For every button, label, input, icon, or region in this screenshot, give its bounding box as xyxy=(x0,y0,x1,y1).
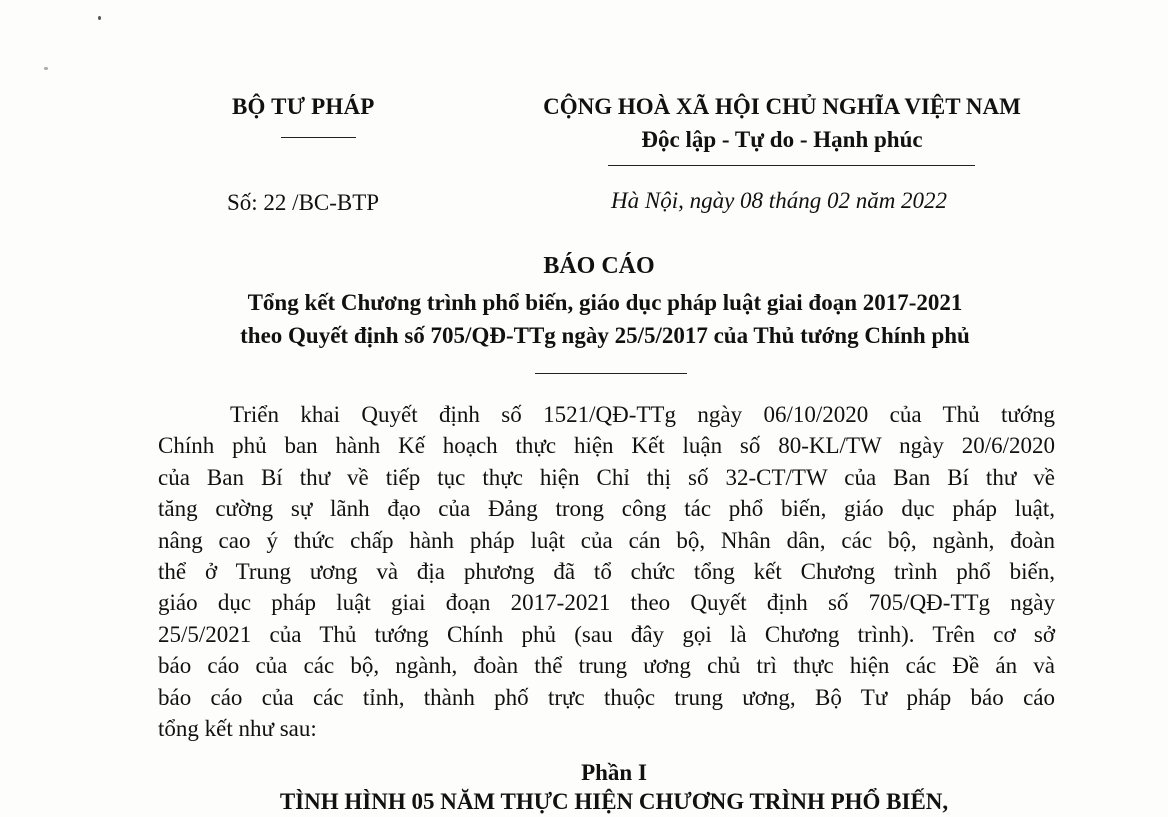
scan-speck xyxy=(98,16,101,20)
paragraph-line: tăng cường sự lãnh đạo của Đảng trong công tác phổ biến, giáo dục pháp luật, xyxy=(158,496,1055,522)
subject-line: Tổng kết Chương trình phổ biến, giáo dục pháp luật giai đoạn 2017-2021 xyxy=(247,290,963,315)
paragraph-line: Triển khai Quyết định số 1521/QĐ-TTg ngày 06/10/2020 của Thủ tướng xyxy=(230,402,1055,427)
part-number: Phần I xyxy=(581,760,647,785)
paragraph-line: 25/5/2021 của Thủ tướng Chính phủ (sau đây gọi là Chương trình). Trên cơ sở xyxy=(158,621,1055,647)
paragraph-line: giáo dục pháp luật giai đoạn 2017-2021 theo Quyết định số 705/QĐ-TTg ngày xyxy=(158,590,1055,616)
title-underline xyxy=(535,373,687,374)
document-type: BÁO CÁO xyxy=(543,253,655,279)
agency-underline xyxy=(281,137,356,138)
paragraph-line: nâng cao ý thức chấp hành pháp luật của cán bộ, Nhân dân, các bộ, ngành, đoàn xyxy=(158,527,1055,553)
paragraph-line: báo cáo của các bộ, ngành, đoàn thể trung ương chủ trì thực hiện các Đề án và xyxy=(158,653,1055,679)
part-title: TÌNH HÌNH 05 NĂM THỰC HIỆN CHƯƠNG TRÌNH PHỔ BIẾN, xyxy=(279,789,949,814)
paragraph-line: của Ban Bí thư về tiếp tục thực hiện Chỉ thị số 32-CT/TW của Ban Bí thư về xyxy=(158,464,1055,490)
motto-underline xyxy=(608,165,975,166)
paragraph-line: báo cáo của các tỉnh, thành phố trực thuộc trung ương, Bộ Tư pháp báo cáo xyxy=(158,684,1055,710)
national-title: CỘNG HOÀ XÃ HỘI CHỦ NGHĨA VIỆT NAM xyxy=(543,94,1021,119)
paragraph-line: Chính phủ ban hành Kế hoạch thực hiện Kết luận số 80-KL/TW ngày 20/6/2020 xyxy=(158,433,1055,459)
document-number: Số: 22 /BC-BTP xyxy=(227,190,380,215)
paragraph-line: thể ở Trung ương và địa phương đã tổ chức tổng kết Chương trình phổ biến, xyxy=(158,559,1055,585)
document-subject xyxy=(0,286,1168,352)
scan-speck xyxy=(44,67,48,70)
national-motto: Độc lập - Tự do - Hạnh phúc xyxy=(641,127,923,152)
paragraph-line: tổng kết như sau: xyxy=(158,716,317,742)
subject-line: theo Quyết định số 705/QĐ-TTg ngày 25/5/2017 của Thủ tướng Chính phủ xyxy=(240,323,970,348)
issuing-agency: BỘ TƯ PHÁP xyxy=(232,94,375,119)
place-and-date: Hà Nội, ngày 08 tháng 02 năm 2022 xyxy=(611,188,948,213)
body-paragraph xyxy=(158,399,1055,744)
